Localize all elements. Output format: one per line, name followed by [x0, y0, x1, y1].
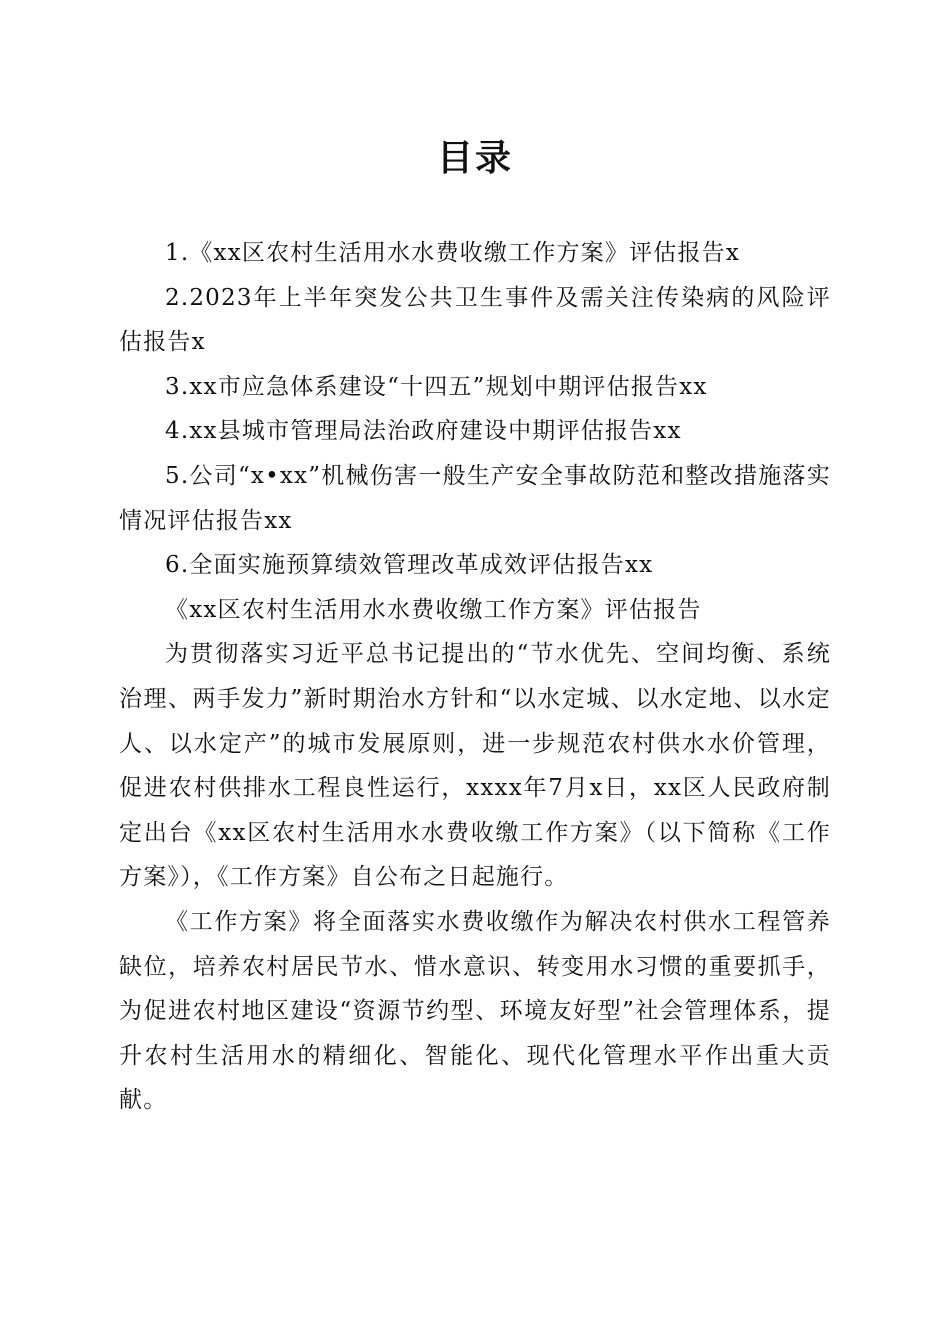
toc-item-3: 3.xx市应急体系建设“十四五”规划中期评估报告xx: [165, 373, 708, 400]
document-body: [119, 231, 831, 1123]
toc-item-2: 2.2023年上半年突发公共卫生事件及需关注传染病的风险评估报告x: [119, 284, 831, 356]
toc-item-4: 4.xx县城市管理局法治政府建设中期评估报告xx: [165, 418, 682, 445]
body-paragraph-1: 为贯彻落实习近平总书记提出的“节水优先、空间均衡、系统治理、两手发力”新时期治水方针和“以水定城、以水定地、以水定人、以水定产”的城市发展原则，进一步规范农村供水水价管理，促进农村供排水工程良性运行，xxxx年7月x日，xx区人民政府制定出台《xx区农村生活用水水费收缴工作方案》（以下简称《工作方案》），《工作方案》自公布之日起施行。: [119, 641, 831, 891]
body-paragraph-2: 《工作方案》将全面落实水费收缴作为解决农村供水工程管养缺位，培养农村居民节水、惜水意识、转变用水习惯的重要抓手，为促进农村地区建设“资源节约型、环境友好型”社会管理体系，提升农村生活用水的精细化、智能化、现代化管理水平作出重大贡献。: [119, 908, 831, 1114]
page-title: 目录: [436, 137, 513, 179]
toc-item-5: 5.公司“x•xx”机械伤害一般生产安全事故防范和整改措施落实情况评估报告xx: [119, 462, 831, 534]
toc-item-6: 6.全面实施预算绩效管理改革成效评估报告xx: [165, 552, 654, 579]
toc-item-1: 1.《xx区农村生活用水水费收缴工作方案》评估报告x: [165, 240, 741, 266]
section-heading: 《xx区农村生活用水水费收缴工作方案》评估报告: [165, 596, 702, 623]
